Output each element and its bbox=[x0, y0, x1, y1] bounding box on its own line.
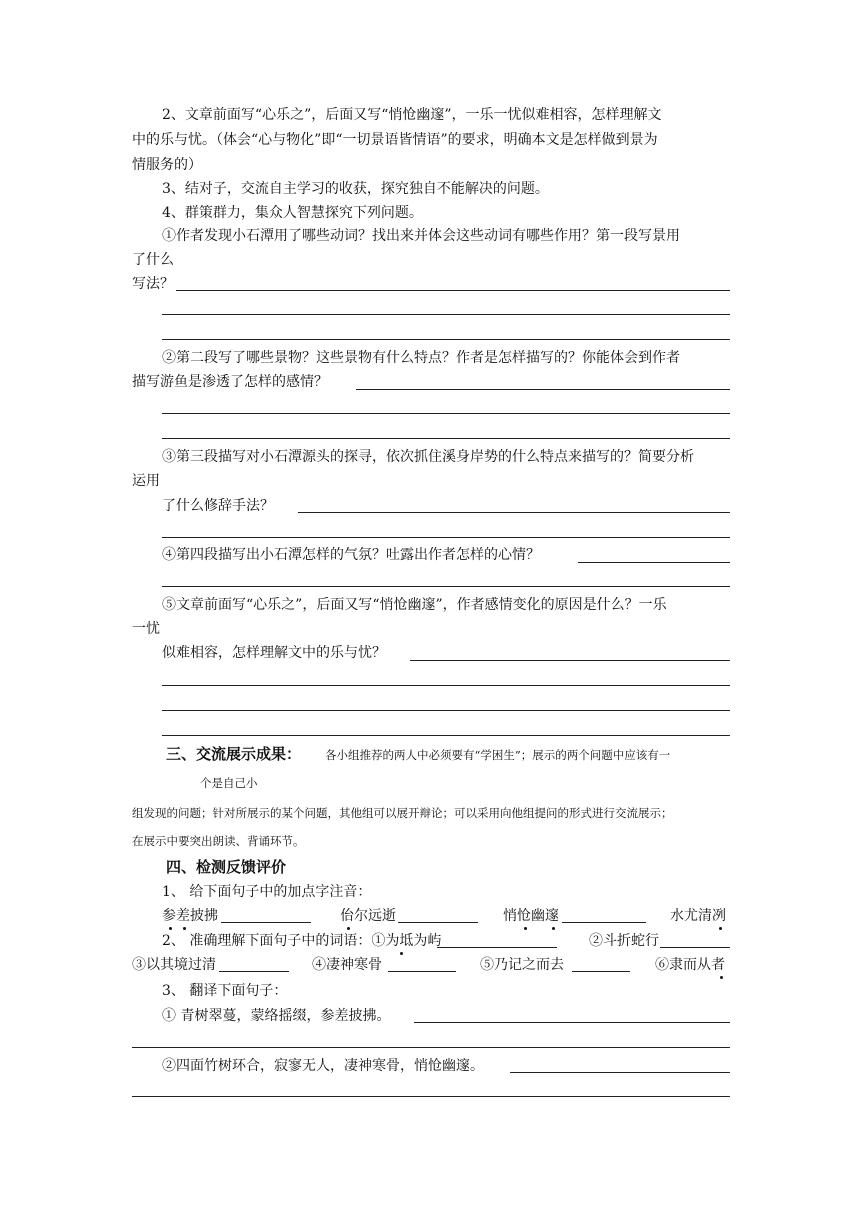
answer-line[interactable] bbox=[410, 660, 730, 661]
pinyin-item-2: 佁尔远逝 bbox=[340, 908, 396, 924]
answer-blank[interactable] bbox=[219, 971, 289, 972]
translate-sentence-2: ②四面竹树环合，寂寥无人，凄神寒骨，悄怆幽邃。 bbox=[162, 1058, 484, 1074]
part-1-line-3: 写法？ bbox=[132, 276, 174, 292]
answer-line[interactable] bbox=[578, 562, 730, 563]
word-item-4: ④凄神寒骨 bbox=[312, 957, 382, 973]
section-3-line-4: 在展示中要突出朗读、背诵环节。 bbox=[132, 834, 305, 848]
part-3-line-3: 了什么修辞手法？ bbox=[162, 498, 274, 514]
answer-blank[interactable] bbox=[572, 971, 630, 972]
section-3-heading: 三、交流展示成果： bbox=[166, 745, 302, 763]
question-2-line-3: 情服务的） bbox=[132, 157, 202, 173]
answer-line[interactable] bbox=[162, 413, 730, 414]
answer-blank[interactable] bbox=[437, 947, 557, 948]
pinyin-item-3: 悄怆幽邃 bbox=[503, 908, 559, 924]
part-1-line-1: ①作者发现小石潭用了哪些动词？找出来并体会这些动词有哪些作用？第一段写景用 bbox=[162, 228, 680, 244]
emphasis-dot bbox=[347, 927, 350, 930]
emphasis-dot bbox=[719, 927, 722, 930]
answer-line[interactable] bbox=[162, 685, 730, 686]
emphasis-dot bbox=[524, 927, 527, 930]
question-3: 3、结对子，交流自主学习的收获，探究独自不能解决的问题。 bbox=[162, 181, 549, 197]
word-item-3: ③以其境过清 bbox=[132, 957, 216, 973]
question-2-line-2: 中的乐与忧。（体会“心与物化”即“一切景语皆情语”的要求，明确本文是怎样做到景为 bbox=[132, 132, 658, 148]
exercise-1-prompt: 1、 给下面句子中的加点字注音： bbox=[162, 884, 372, 900]
part-3-line-1: ③第三段描写对小石潭源头的探寻，依次抓住溪身岸势的什么特点来描写的？简要分析 bbox=[162, 449, 694, 465]
answer-blank[interactable] bbox=[660, 947, 730, 948]
answer-line[interactable] bbox=[162, 710, 730, 711]
part-1-line-2: 了什么 bbox=[132, 252, 174, 268]
section-3-line-1: 各小组推荐的两人中必须要有“学困生”；展示的两个问题中应该有一 bbox=[325, 748, 671, 762]
part-4-line-1: ④第四段描写出小石潭怎样的气氛？吐露出作者怎样的心情？ bbox=[162, 547, 540, 563]
part-5-line-2: 一忧 bbox=[132, 621, 160, 637]
exercise-2-prompt: 2、 准确理解下面句子中的词语：①为坻为屿 bbox=[162, 933, 442, 949]
answer-line[interactable] bbox=[356, 389, 730, 390]
translate-sentence-1: ① 青树翠蔓，蒙络摇缀，参差披拂。 bbox=[162, 1008, 391, 1024]
question-2-line-1: 2、文章前面写“心乐之”，后面又写“悄怆幽邃”，一乐一忧似难相容，怎样理解文 bbox=[162, 107, 662, 123]
part-2-line-1: ②第二段写了哪些景物？这些景物有什么特点？作者是怎样描写的？你能体会到作者 bbox=[162, 350, 680, 366]
emphasis-dot bbox=[552, 927, 555, 930]
answer-line[interactable] bbox=[162, 438, 730, 439]
section-4-heading: 四、检测反馈评价 bbox=[166, 858, 287, 876]
word-item-5: ⑤乃记之而去 bbox=[480, 957, 564, 973]
word-item-2: ②斗折蛇行 bbox=[589, 933, 659, 949]
part-5-line-3: 似难相容，怎样理解文中的乐与忧？ bbox=[162, 645, 386, 661]
pinyin-item-1: 参差披拂 bbox=[162, 908, 218, 924]
answer-line[interactable] bbox=[162, 314, 730, 315]
emphasis-dot bbox=[183, 927, 186, 930]
word-item-6: ⑥隶而从者 bbox=[655, 957, 725, 973]
emphasis-dot bbox=[400, 952, 403, 955]
answer-line[interactable] bbox=[176, 290, 730, 291]
answer-line[interactable] bbox=[132, 1047, 730, 1048]
answer-line[interactable] bbox=[162, 537, 730, 538]
answer-blank[interactable] bbox=[398, 922, 478, 923]
part-5-line-1: ⑤文章前面写“心乐之”，后面又写“悄怆幽邃”，作者感情变化的原因是什么？一乐 bbox=[162, 597, 667, 613]
answer-line[interactable] bbox=[162, 735, 730, 736]
answer-blank[interactable] bbox=[388, 971, 456, 972]
section-3-line-3: 组发现的问题；针对所展示的某个问题，其他组可以展开辩论；可以采用向他组提问的形式进行交流展示； bbox=[132, 806, 673, 820]
part-3-line-2: 运用 bbox=[132, 473, 160, 489]
question-4: 4、群策群力，集众人智慧探究下列问题。 bbox=[162, 205, 423, 221]
answer-line[interactable] bbox=[162, 586, 730, 587]
answer-line[interactable] bbox=[414, 1022, 730, 1023]
answer-blank[interactable] bbox=[562, 922, 646, 923]
answer-line[interactable] bbox=[162, 339, 730, 340]
answer-blank[interactable] bbox=[221, 922, 311, 923]
answer-line[interactable] bbox=[510, 1072, 730, 1073]
emphasis-dot bbox=[720, 976, 723, 979]
answer-line[interactable] bbox=[298, 512, 730, 513]
answer-line[interactable] bbox=[132, 1096, 730, 1097]
part-2-line-2: 描写游鱼是渗透了怎样的感情？ bbox=[132, 374, 328, 390]
exercise-3-prompt: 3、 翻译下面句子： bbox=[162, 983, 288, 999]
section-3-line-2: 个是自己小 bbox=[200, 776, 258, 790]
emphasis-dot bbox=[169, 927, 172, 930]
pinyin-item-4: 水尤清冽 bbox=[670, 908, 726, 924]
